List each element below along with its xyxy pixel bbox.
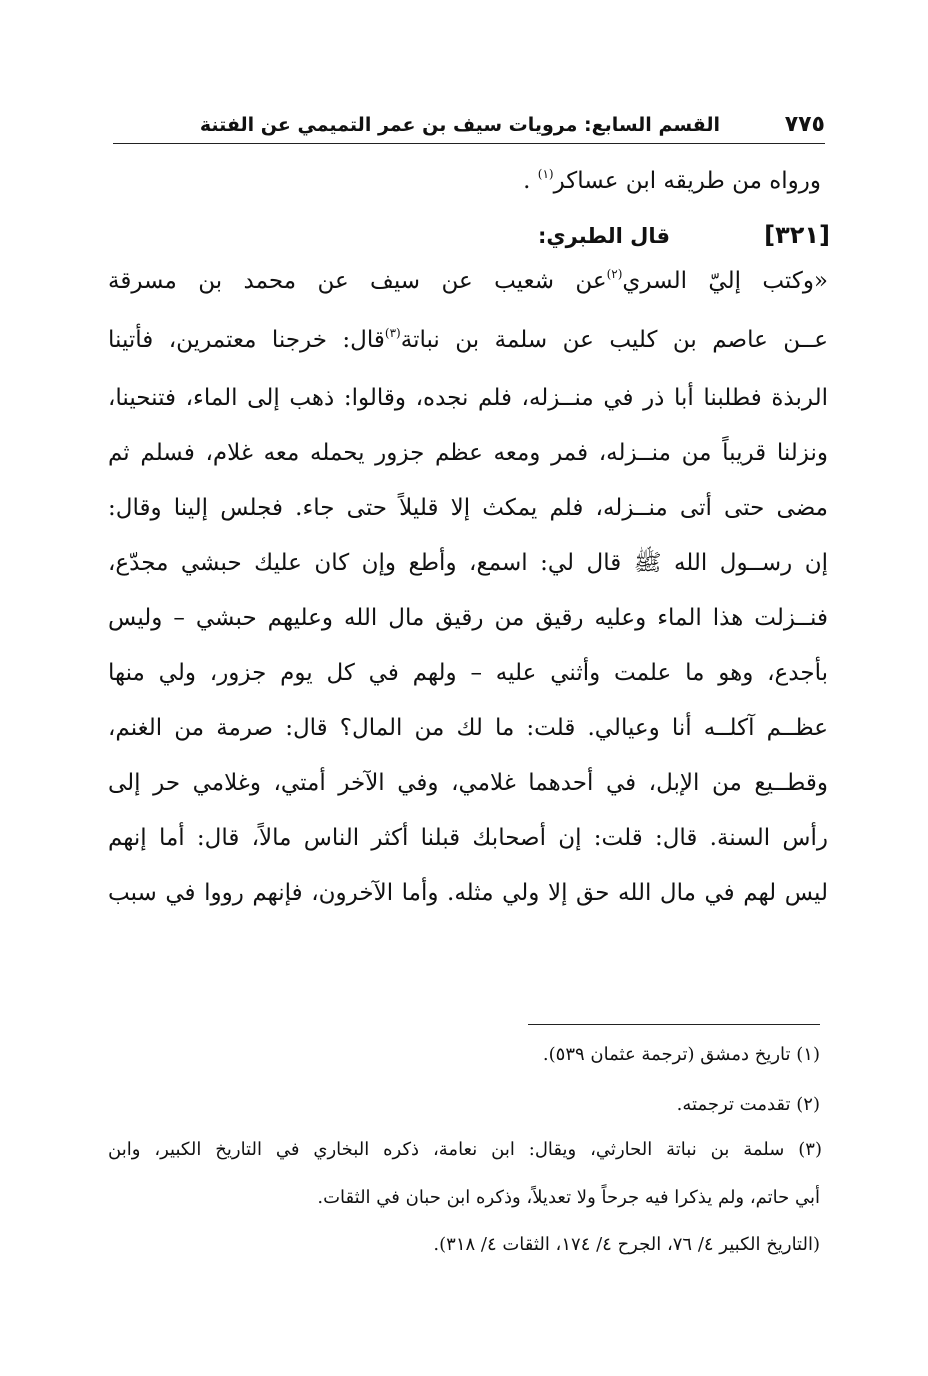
- body-line-3: الربذة فطلبنا أبا ذر في منــزله، فلم نجده، وقالوا: ذهب إلى الماء، فتنحينا،: [108, 385, 828, 411]
- page-number: ٧٧٥: [784, 112, 825, 137]
- footnote-1: (١) تاريخ دمشق (ترجمة عثمان ٥٣٩).: [542, 1044, 820, 1065]
- footnote-ref-1: (١): [537, 167, 554, 181]
- footnote-ref-2: (٢): [606, 267, 623, 281]
- body-line-10: وقطــيع من الإبل، في أحدهما غلامي، وفي الآخر أمتي، وغلامي حر إلى: [108, 770, 829, 796]
- body-line-1-b: عن شعيب عن سيف عن محمد بن مسرقة: [108, 268, 607, 294]
- body-line-2: [108, 326, 828, 353]
- footnote-3-line-2: أبي حاتم، ولم يذكرا فيه جرحاً ولا تعديلاً، وذكره ابن حبان في الثقات.: [317, 1187, 820, 1208]
- hadith-label: قال الطبري:: [538, 224, 670, 248]
- body-line-5: مضى حتى أتى منــزله، فلم يمكث إلا قليلاً حتى جاء. فجلس إلينا وقال:: [108, 495, 828, 521]
- body-line-7: فنــزلت هذا الماء وعليه رقيق من رقيق مال الله وعليهم حبشي – وليس: [108, 605, 828, 631]
- header-rule: [113, 143, 825, 144]
- intro-text: ورواه من طريقه ابن عساكر: [553, 168, 821, 194]
- intro-end: .: [523, 168, 531, 194]
- body-line-1: [108, 267, 828, 294]
- footnote-2: (٢) تقدمت ترجمته.: [676, 1094, 820, 1115]
- footnote-3-line-1: (٣) سلمة بن نباتة الحارثي، ويقال: ابن نعامة، ذكره البخاري في التاريخ الكبير، وابن: [108, 1139, 822, 1160]
- body-line-6: إن رســول الله ﷺ قال لي: اسمع، وأطع وإن كان عليك حبشي مجدّع،: [108, 550, 828, 576]
- footnote-ref-3: (٣): [384, 326, 401, 340]
- body-line-2-b: قال: خرجنا معتمرين، فأتينا: [108, 327, 385, 353]
- body-line-2-a: عــن عاصم بن كليب عن سلمة بن نباتة: [400, 327, 828, 353]
- body-line-12: ليس لهم في مال الله حق إلا ولي مثله. وأما الآخرون، فإنهم رووا في سبب: [108, 880, 828, 906]
- footnote-rule: [528, 1024, 820, 1025]
- body-line-11: رأس السنة. قال: قلت: إن أصحابك قبلنا أكثر الناس مالاً، قال: أما إنهم: [108, 825, 828, 851]
- body-line-9: عظــم آكلــه أنا وعيالي. قلت: ما لك من المال؟ قال: صرمة من الغنم،: [108, 715, 828, 741]
- page-header: [113, 112, 825, 142]
- body-line-8: بأجدع، وهو ما علمت وأثني عليه – ولهم في كل يوم جزور، ولي منها: [108, 660, 828, 686]
- body-line-1-a: «وكتب إليّ السري: [622, 268, 828, 294]
- intro-line: [523, 167, 821, 194]
- running-title: القسم السابع: مرويات سيف بن عمر التميمي عن الفتنة: [199, 114, 720, 136]
- body-line-4: ونزلنا قريباً من منــزله، فمر ومعه عظم جزور يحمله معه غلام، فسلم ثم: [108, 440, 828, 466]
- footnote-3-line-3: (التاريخ الكبير ٤/ ٧٦، الجرح ٤/ ١٧٤، الثقات ٤/ ٣١٨).: [433, 1234, 820, 1255]
- hadith-number: [٣٢١]: [764, 221, 830, 249]
